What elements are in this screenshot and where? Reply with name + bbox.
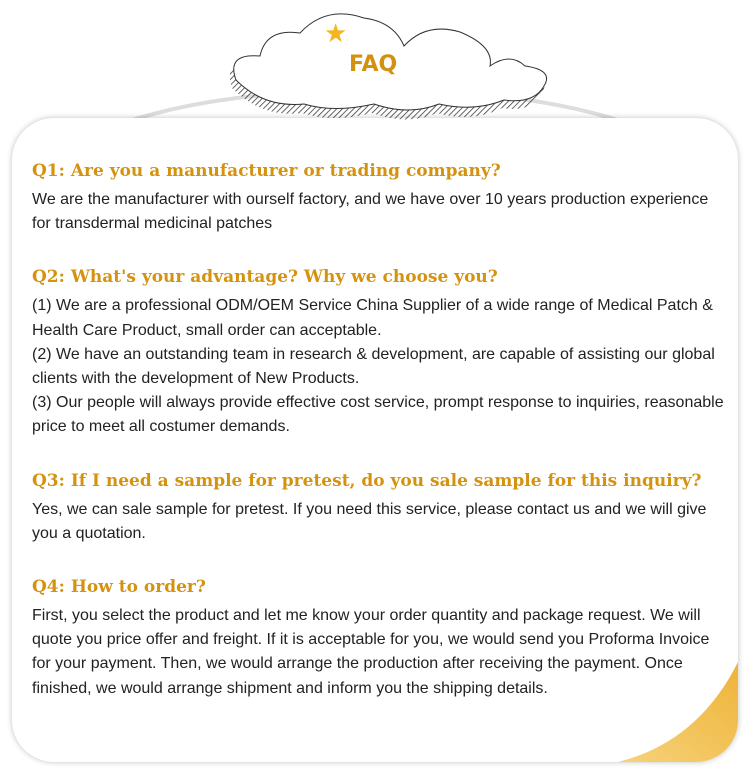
question-heading: Q4: How to order? xyxy=(32,577,206,598)
question-heading: Q2: What's your advantage? Why we choose you? xyxy=(32,267,498,288)
answer-text: (1) We are a professional ODM/OEM Service China Supplier of a wide range of Medical Patch & Health Care Product, small order can acceptable. (2) We have an outstanding team in research & development, are capable of assisting our global clients with the development of New Products. (3) Our people will always provide effective cost service, prompt response to inquiries, reasonable price to meet all costumer demands. xyxy=(32,297,724,436)
faq-item-2 xyxy=(32,264,732,439)
answer-text: We are the manufacturer with ourself factory, and we have over 10 years production experience for transdermal medicinal patches xyxy=(32,191,709,233)
faq-item-3 xyxy=(32,468,732,546)
faq-item-4 xyxy=(32,574,732,701)
faq-title: FAQ xyxy=(349,52,398,77)
question-heading: Q3: If I need a sample for pretest, do you sale sample for this inquiry? xyxy=(32,470,702,491)
faq-item-1 xyxy=(32,158,732,236)
star-icon: ★ xyxy=(324,18,348,48)
answer-text: First, you select the product and let me know your order quantity and package request. We will quote you price offer and freight. If it is acceptable for you, we would send you Proforma Invoice for your payment. Then, we would arrange the production after receiving the payment. Once finished, we would arrange shipment and inform you the shipping details. xyxy=(32,607,710,697)
answer-text: Yes, we can sale sample for pretest. If you need this service, please contact us and we will give you a quotation. xyxy=(32,500,707,542)
question-heading: Q1: Are you a manufacturer or trading company? xyxy=(32,161,501,181)
faq-list xyxy=(32,158,732,729)
